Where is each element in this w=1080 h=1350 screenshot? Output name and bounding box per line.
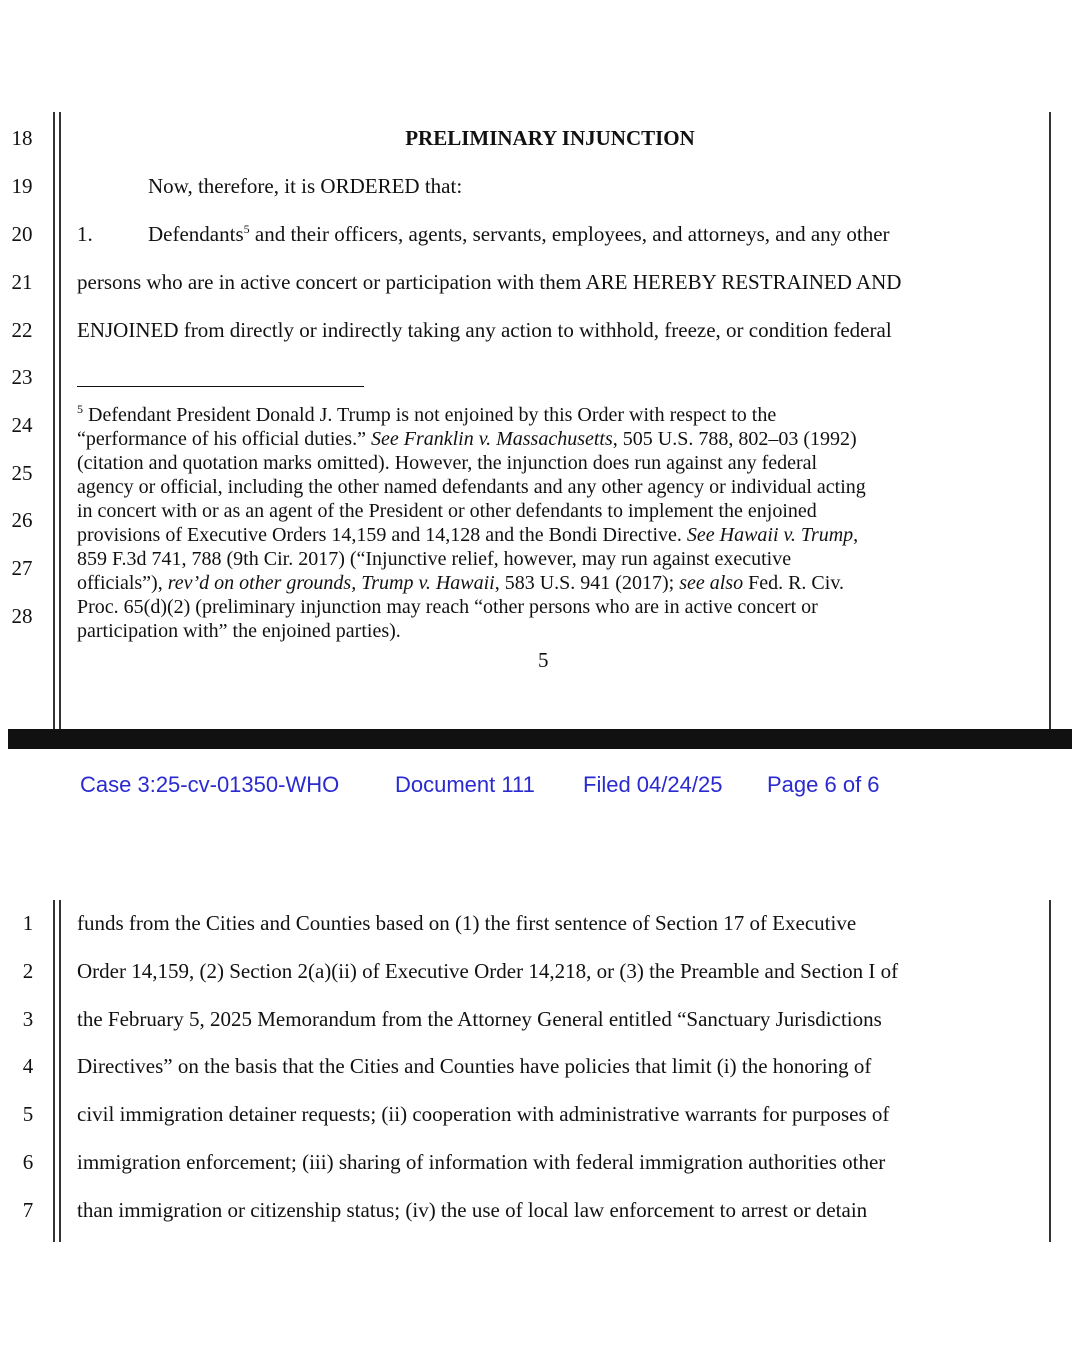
left-margin-rule-inner [59, 112, 61, 730]
body-line-7: than immigration or citizenship status; (iv) the use of local law enforcement to arrest or detain [77, 1198, 868, 1222]
line-number: 21 [11, 270, 33, 294]
line-number: 24 [11, 413, 33, 437]
case-number[interactable]: Case 3:25-cv-01350-WHO [80, 772, 340, 797]
document-number[interactable]: Document 111 [395, 772, 535, 797]
case-citation: See Franklin v. Massachusetts [370, 428, 613, 450]
line-number: 2 [22, 959, 34, 983]
body-line-5: civil immigration detainer requests; (ii) cooperation with administrative warrants for purposes of [77, 1102, 890, 1126]
footnote-mark: 5 [77, 402, 83, 416]
body-line-3: the February 5, 2025 Memorandum from the Attorney General entitled “Sanctuary Jurisdictions [77, 1007, 882, 1031]
footnote-text: provisions of Executive Orders 14,159 and 14,128 and the Bondi Directive. [77, 524, 687, 546]
body-line-22: ENJOINED from directly or indirectly taking any action to withhold, freeze, or condition federal [77, 318, 892, 342]
page-break-divider [8, 729, 1072, 749]
line-number: 27 [11, 556, 33, 580]
footnote-text: “performance of his official duties.” [77, 428, 371, 450]
line-number: 20 [11, 222, 33, 246]
section-heading: PRELIMINARY INJUNCTION [405, 126, 695, 150]
footnote-line [77, 523, 858, 547]
footnote-line: (citation and quotation marks omitted). However, the injunction does run against any federal [77, 452, 818, 474]
body-line-20 [77, 221, 890, 247]
footnote-text: Defendant President Donald J. Trump is not enjoined by this Order with respect to the [83, 404, 777, 426]
footnote-line: 859 F.3d 741, 788 (9th Cir. 2017) (“Injunctive relief, however, may run against executive [77, 548, 792, 570]
line-number: 5 [22, 1102, 34, 1126]
line-number: 4 [22, 1054, 34, 1078]
body-line-6: immigration enforcement; (iii) sharing of information with federal immigration authorities other [77, 1150, 886, 1174]
footnote-text: officials”), [77, 572, 168, 594]
line-number: 7 [22, 1198, 34, 1222]
right-margin-rule [1049, 900, 1051, 1242]
footnote-reference[interactable]: 5 [243, 222, 250, 236]
footnote-line [77, 403, 776, 427]
line-number: 28 [11, 604, 33, 628]
paragraph-number: 1. [77, 222, 93, 246]
footnote-text: , [853, 524, 859, 546]
footnote-line: in concert with or as an agent of the President or other defendants to implement the enjoined [77, 500, 817, 522]
filed-date[interactable]: Filed 04/24/25 [583, 772, 723, 797]
line-number: 23 [11, 365, 33, 389]
body-line-21: persons who are in active concert or participation with them ARE HEREBY RESTRAINED AND [77, 270, 902, 294]
body-line-2: Order 14,159, (2) Section 2(a)(ii) of Executive Order 14,218, or (3) the Preamble and Section I of [77, 959, 899, 983]
right-margin-rule [1049, 112, 1051, 730]
case-citation: rev’d on other grounds, Trump v. Hawaii [167, 572, 495, 594]
footnote-text: , 505 U.S. 788, 802–03 (1992) [612, 428, 857, 450]
line-number: 3 [22, 1007, 34, 1031]
line-number: 18 [11, 126, 33, 150]
body-line-1: funds from the Cities and Counties based on (1) the first sentence of Section 17 of Executive [77, 911, 857, 935]
left-margin-rule-outer [53, 112, 55, 730]
page-indicator[interactable]: Page 6 of 6 [767, 772, 880, 797]
line-number: 22 [11, 318, 33, 342]
footnote-line: Proc. 65(d)(2) (preliminary injunction may reach “other persons who are in active concert or [77, 596, 818, 618]
line-number: 6 [22, 1150, 34, 1174]
footnote-text: , 583 U.S. 941 (2017); [494, 572, 680, 594]
line-number: 19 [11, 174, 33, 198]
body-line-19: Now, therefore, it is ORDERED that: [148, 174, 463, 198]
footnote-line [77, 571, 844, 595]
citation-signal: see also [679, 572, 744, 594]
left-margin-rule-outer [53, 900, 55, 1242]
page-number: 5 [538, 648, 549, 672]
body-text: Defendants [148, 222, 244, 246]
footnote-separator [77, 386, 364, 387]
body-text: and their officers, agents, servants, employees, and attorneys, and any other [249, 222, 890, 246]
body-line-20-text [148, 221, 890, 247]
footnote-line [77, 427, 857, 451]
left-margin-rule-inner [59, 900, 61, 1242]
footnote-line: agency or official, including the other named defendants and any other agency or individual acting [77, 476, 866, 498]
line-number: 26 [11, 508, 33, 532]
case-citation: See Hawaii v. Trump [686, 524, 854, 546]
body-line-4: Directives” on the basis that the Cities and Counties have policies that limit (i) the honoring of [77, 1054, 872, 1078]
line-number: 25 [11, 461, 33, 485]
footnote-text: Fed. R. Civ. [743, 572, 845, 594]
line-number: 1 [22, 911, 34, 935]
footnote-line: participation with” the enjoined parties). [77, 620, 401, 642]
